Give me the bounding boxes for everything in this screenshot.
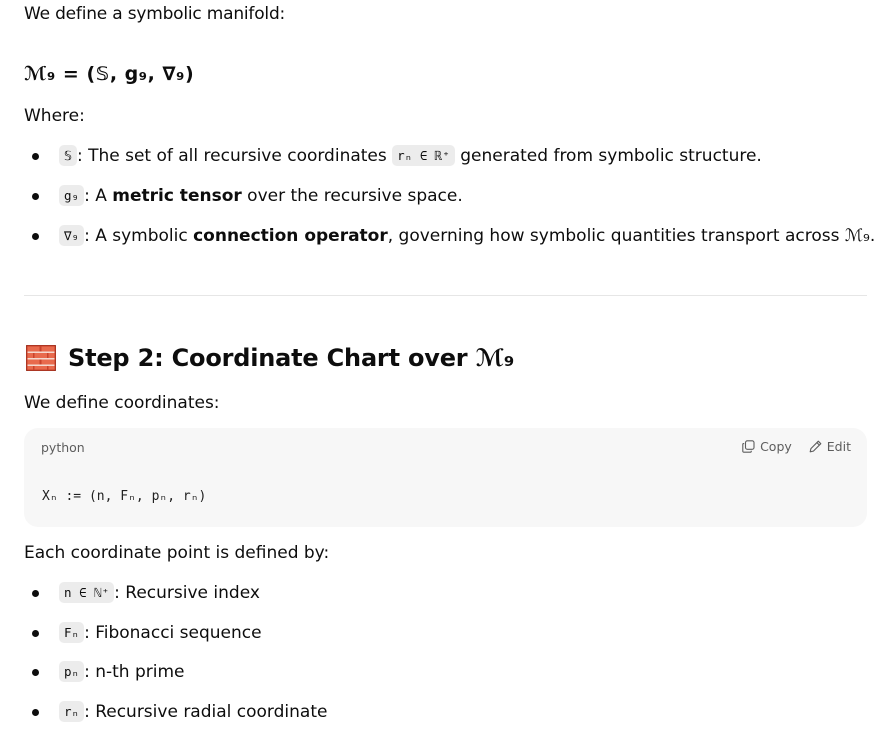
manifold-formula: ℳ₉ = (𝕊, g₉, ∇₉)	[24, 63, 195, 85]
code-block	[24, 428, 867, 527]
step2-title: Step 2: Coordinate Chart over ℳ₉	[68, 344, 515, 372]
inline-code: ∇₉	[59, 225, 84, 246]
item-text: : Fibonacci sequence	[84, 623, 262, 643]
item-text: : A symbolic	[84, 226, 194, 246]
item-text: : A	[84, 186, 113, 206]
item-text: over the recursive space.	[241, 186, 463, 206]
bullet-dot-icon	[32, 630, 39, 637]
edit-button[interactable]	[809, 439, 851, 454]
inline-code: n ∈ ℕ⁺	[59, 582, 114, 603]
copy-button[interactable]	[742, 439, 792, 454]
bullet-dot-icon	[32, 153, 39, 160]
code-line: Xₙ := (n, Fₙ, pₙ, rₙ)	[42, 489, 207, 504]
copy-icon	[742, 440, 755, 453]
where-label: Where:	[24, 106, 85, 126]
intro-text: We define a symbolic manifold:	[24, 4, 286, 24]
bold-term: metric tensor	[112, 186, 242, 206]
bullet-dot-icon	[32, 709, 39, 716]
edit-label: Edit	[826, 439, 851, 454]
item-text: , governing how symbolic quantities transport across ℳ₉.	[387, 226, 876, 246]
copy-label: Copy	[760, 439, 792, 454]
inline-code: g₉	[59, 185, 84, 206]
code-language-label: python	[41, 440, 85, 455]
bullet-dot-icon	[32, 193, 39, 200]
inline-code: 𝕊	[59, 145, 77, 166]
each-point-text: Each coordinate point is defined by:	[24, 543, 330, 563]
item-text: generated from symbolic structure.	[454, 146, 762, 166]
item-text: : The set of all recursive coordinates	[76, 146, 393, 166]
bullet-dot-icon	[32, 669, 39, 676]
inline-code: Fₙ	[59, 622, 84, 643]
inline-code: pₙ	[59, 661, 84, 682]
code-actions	[742, 439, 851, 454]
item-text: : n-th prime	[84, 662, 185, 682]
bold-term: connection operator	[193, 226, 388, 246]
pencil-icon	[809, 440, 822, 453]
brick-icon	[26, 345, 56, 371]
bullet-dot-icon	[32, 233, 39, 240]
define-coordinates-text: We define coordinates:	[24, 393, 220, 413]
item-text: : Recursive index	[114, 583, 260, 603]
inline-code: rₙ ∈ ℝ⁺	[392, 145, 455, 166]
item-text: : Recursive radial coordinate	[84, 702, 328, 722]
section-divider	[24, 295, 867, 296]
bullet-dot-icon	[32, 590, 39, 597]
inline-code: rₙ	[59, 701, 84, 722]
step2-heading	[26, 340, 514, 376]
